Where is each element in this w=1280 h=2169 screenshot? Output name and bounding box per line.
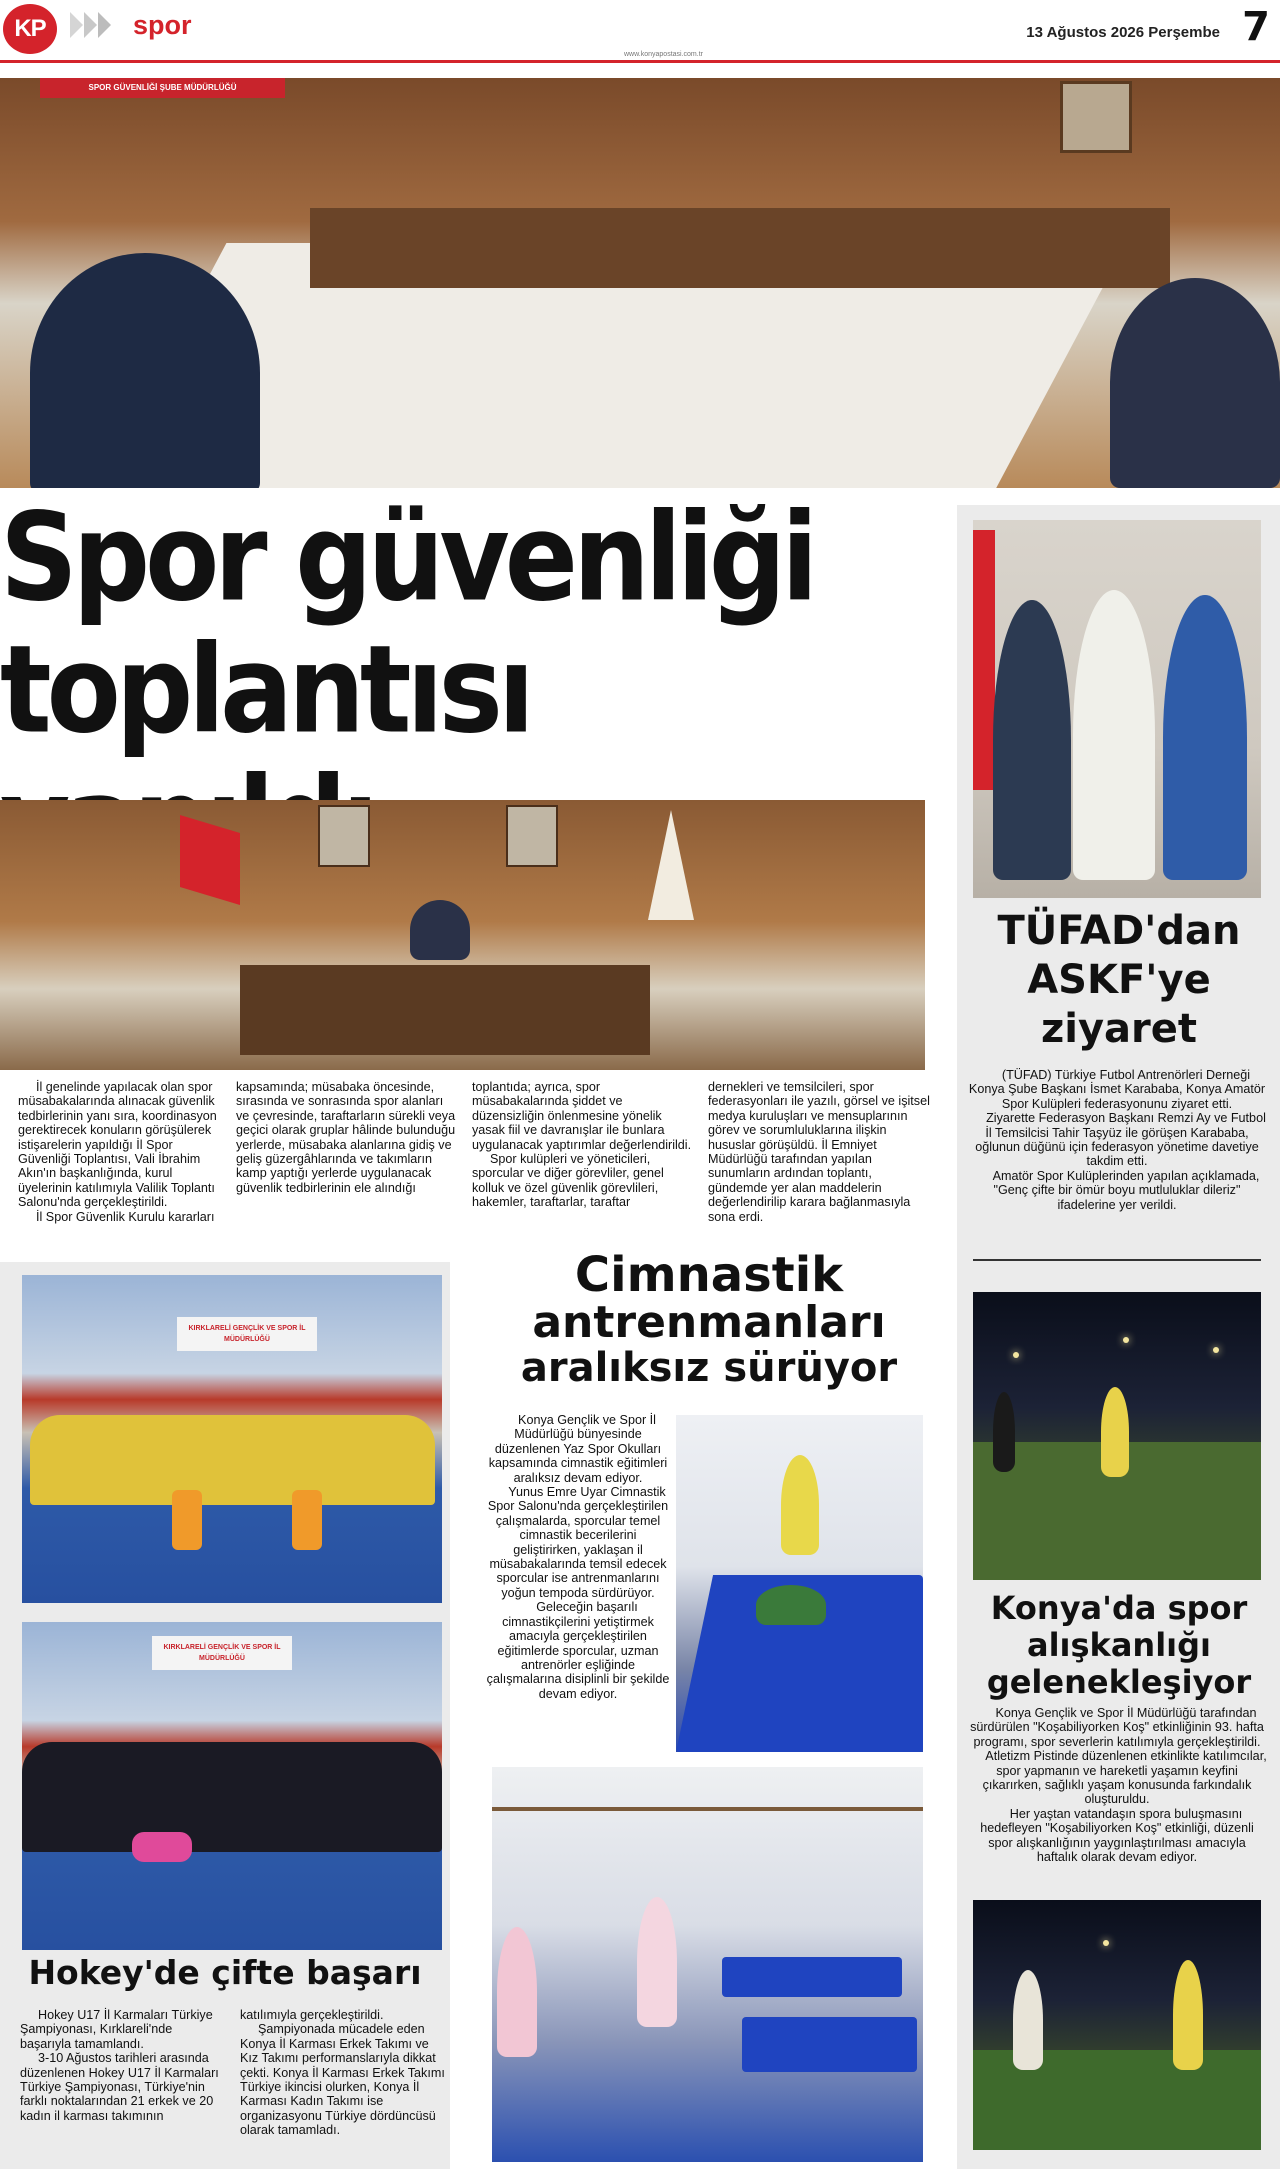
- photo-banner: KIRKLARELİ GENÇLİK VE SPOR İL MÜDÜRLÜĞÜ: [177, 1317, 317, 1351]
- gym-title-line: Cimnastik: [574, 1247, 844, 1303]
- sidebar-divider: [973, 1259, 1261, 1261]
- turkish-flag: [973, 530, 995, 790]
- chevron-right-icon: [98, 12, 111, 38]
- header-url: www.konyapostasi.com.tr: [620, 51, 707, 58]
- tufad-title-line: ziyaret: [1040, 1006, 1198, 1052]
- main-story-paragraph: kapsamında; müsabaka öncesinde, sırasında ve sonrasında spor alanları ve çevresinde, taraftarların sürekli veya geçici olarak gruplar hâlinde bulunduğu yerlerde, müsabaka alanlarına gidiş ve geliş güzergâhlarında ve takımların kamp yaptığı yerlerde uygulanacak güvenlik tedbirlerinin ele alındığı: [236, 1080, 456, 1195]
- hockey-title: Hokey'de çifte başarı: [28, 1953, 422, 1992]
- headline-line-2: toplantısı: [0, 620, 530, 761]
- hockey-col-1: [20, 2008, 225, 2123]
- conference-table: [240, 965, 650, 1055]
- portrait-frame: [506, 805, 558, 867]
- gym-mat: [722, 1957, 902, 1997]
- hockey-photo-men: [22, 1275, 442, 1603]
- header-rule: [0, 60, 1280, 63]
- photo-banner: SPOR GÜVENLİĞİ ŞUBE MÜDÜRLÜĞÜ: [40, 78, 285, 98]
- gym-title-line: antrenmanları: [532, 1297, 886, 1348]
- governor-figure: [410, 900, 470, 960]
- tufad-paragraph: (TÜFAD) Türkiye Futbol Antrenörleri Derneği Konya Şube Başkanı İsmet Karababa, Konya Amatör Spor Kulüpleri federasyonunu ziyaret etti.: [968, 1068, 1266, 1111]
- person-figure: [1013, 1970, 1043, 2070]
- turkish-flag: [180, 815, 240, 905]
- tufad-title: [960, 907, 1278, 1054]
- page-number: 7: [1242, 4, 1270, 50]
- tufad-paragraph: Amatör Spor Kulüplerinden yapılan açıklamada, "Genç çifte bir ömür boyu mutluluklar dileriz" ifadelerine yer verildi.: [992, 1168, 1260, 1212]
- gym-title: [478, 1247, 940, 1391]
- main-story-paragraph: İl Spor Güvenlik Kurulu kararları: [36, 1209, 215, 1224]
- kosu-body: [967, 1706, 1267, 1864]
- stadium-light-icon: [1013, 1352, 1019, 1358]
- issue-date: 13 Ağustos 2026 Perşembe: [1026, 24, 1220, 41]
- stadium-light-icon: [1213, 1347, 1219, 1353]
- section-name: spor: [133, 10, 192, 40]
- team-group: [30, 1415, 435, 1505]
- gym-mat: [742, 2017, 917, 2072]
- kosu-paragraph: Her yaştan vatandaşın spora buluşmasını hedefleyen "Koşabiliyorken Koş" etkinliği, düzenli spor alışkanlığının yaygınlaştırılması amacıyla haftalık olarak devam ediyor.: [980, 1806, 1254, 1865]
- runner-figure: [1101, 1387, 1129, 1477]
- hockey-col-2: [240, 2008, 445, 2138]
- gymnastics-photo-2: [492, 1767, 923, 2162]
- conference-table: [310, 208, 1170, 288]
- tufad-title-line: TÜFAD'dan: [997, 908, 1241, 954]
- runner-figure: [993, 1392, 1015, 1472]
- headline-line-1: Spor güvenliği: [0, 488, 814, 629]
- running-event-photo-1: [973, 1292, 1261, 1580]
- kosu-paragraph: Atletizm Pistinde düzenlenen etkinlikte katılımcılar, spor yapmanın ve hareketli yaşamın keyfini çıkarırken, sağlıklı yaşam konusunda farkındalık oluşturuldu.: [982, 1749, 1267, 1807]
- main-story-col-1: [18, 1080, 218, 1224]
- main-story-paragraph: Spor kulüpleri ve yöneticileri, sporcular ve diğer görevliler, genel kolluk ve özel güvenlik görevlileri, hakemler, taraftarlar, taraftar: [472, 1152, 664, 1210]
- person-figure: [993, 600, 1071, 880]
- gym-body: [486, 1413, 670, 1701]
- person-figure: [1163, 595, 1247, 880]
- main-story-paragraph: toplantıda; ayrıca, spor müsabakalarında şiddet ve düzensizliğin önlenmesine yönelik yasak fiil ve davranışlar ile bunlara uygulanacak yaptırımlar değerlendirildi.: [472, 1080, 692, 1152]
- main-story-col-4: [708, 1080, 930, 1224]
- person-figure: [1110, 278, 1280, 488]
- chevron-right-icon: [84, 12, 97, 38]
- officer-figure: [30, 253, 260, 488]
- child-figure: [781, 1455, 819, 1555]
- main-story-paragraph: dernekleri ve temsilcileri, spor federasyonları ile yazılı, görsel ve işitsel medya kuruluşları ve mensuplarının görev ve sorumluluklarına ilişkin hususlar görüşüldü. İl Emniyet Müdürlüğü tarafından yapılan sunumların ardından toplantı, gündemde yer alan maddelerin değerlendirilip karara bağlanmasıyla sona erdi.: [708, 1080, 930, 1224]
- gym-paragraph: Geleceğin başarılı cimnastikçilerini yetiştirmek amacıyla gerçekleştirilen eğitimlerde sporcular, uzman antrenörler eşliğinde çalışmalarına disiplinli bir şekilde devam ediyor.: [486, 1600, 670, 1701]
- ballet-bar: [492, 1807, 923, 1811]
- meeting-photo-top: [0, 78, 1280, 488]
- goalkeeper-pad: [172, 1490, 202, 1550]
- goalkeeper-pad: [292, 1490, 322, 1550]
- kosu-title-line: alışkanlığı: [1026, 1626, 1212, 1664]
- kosu-title-line: Konya'da spor: [990, 1589, 1248, 1627]
- kp-logo: KP: [3, 4, 57, 54]
- gym-title-line: aralıksız sürüyor: [520, 1345, 898, 1391]
- person-figure: [1073, 590, 1155, 880]
- hockey-paragraph: katılımıyla gerçekleştirildi.: [240, 2008, 384, 2022]
- tufad-title-line: ASKF'ye: [1027, 957, 1211, 1003]
- child-figure: [497, 1927, 537, 2057]
- stadium-light-icon: [1123, 1337, 1129, 1343]
- gym-paragraph: Konya Gençlik ve Spor İl Müdürlüğü bünyesinde düzenlenen Yaz Spor Okulları kapsamında cimnastik eğitimleri aralıksız devam ediyor.: [488, 1413, 668, 1485]
- player-figure: [132, 1832, 192, 1862]
- photo-banner: KIRKLARELİ GENÇLİK VE SPOR İL MÜDÜRLÜĞÜ: [152, 1636, 292, 1670]
- running-event-photo-2: [973, 1900, 1261, 2150]
- ministry-flag: [648, 810, 694, 920]
- hockey-paragraph: Şampiyonada mücadele eden Konya İl Karması Erkek Takımı ve Kız Takımı performanslarıyla dikkat çekti. Konya İl Karması Erkek Takımı Türkiye ikincisi olurken, Konya İl Karması Kadın Takımı ise organizasyonu Türkiye dördüncüsü olarak tamamladı.: [240, 2022, 445, 2138]
- tufad-photo: [973, 520, 1261, 898]
- tufad-paragraph: Ziyarette Federasyon Başkanı Remzi Ay ve Futbol İl Temsilcisi Tahir Taşyüz ile görüşen Karababa, oğlunun düğünü için federasyon yönetime davetiye takdim etti.: [975, 1111, 1266, 1169]
- stadium-light-icon: [1103, 1940, 1109, 1946]
- gymnastics-photo-1: [676, 1415, 923, 1752]
- team-group: [22, 1742, 442, 1852]
- person-figure: [1173, 1960, 1203, 2070]
- kosu-paragraph: Konya Gençlik ve Spor İl Müdürlüğü tarafından sürdürülen "Koşabiliyorken Koş" etkinliğinin 93. hafta programı, spor severlerin katılımıyla gerçekleştirildi.: [970, 1706, 1264, 1749]
- child-figure: [756, 1585, 826, 1625]
- chevron-right-icon: [70, 12, 83, 38]
- kosu-title: [960, 1590, 1278, 1701]
- main-story-col-3: [472, 1080, 692, 1210]
- child-figure: [637, 1897, 677, 2027]
- hockey-paragraph: 3-10 Ağustos tarihleri arasında düzenlenen Hokey U17 İl Karmaları Türkiye Şampiyonası, Türkiye'nin farklı noktalarından 21 erkek ve 20 kadın il karması takımının: [20, 2051, 219, 2123]
- main-story-col-2: [236, 1080, 456, 1195]
- hockey-photo-women: [22, 1622, 442, 1950]
- hockey-paragraph: Hokey U17 İl Karmaları Türkiye Şampiyonası, Kırklareli'nde başarıyla tamamlandı.: [20, 2008, 213, 2051]
- portrait-frame: [1060, 81, 1132, 153]
- kosu-title-line: gelenekleşiyor: [986, 1663, 1252, 1701]
- portrait-frame: [318, 805, 370, 867]
- gym-paragraph: Yunus Emre Uyar Cimnastik Spor Salonu'nda gerçekleştirilen çalışmalarda, sporcular temel cimnastik becerilerini geliştirirken, yaklaşan il müsabakalarında temsil edecek sporcular ise antrenmanlarını yoğun tempoda sürdürüyor.: [487, 1485, 669, 1600]
- tufad-body: [967, 1068, 1267, 1212]
- main-story-paragraph: İl genelinde yapılacak olan spor müsabakalarında alınacak güvenlik tedbirlerinin yanı sıra, koordinasyon gerektirecek konuların görüşülerek istişarelerin yapıldığı İl Spor Güvenliği Toplantısı, Vali İbrahim Akın'ın başkanlığında, kurul üyelerinin katılımıyla Valilik Toplantı Salonu'nda gerçekleştirildi.: [18, 1080, 217, 1210]
- meeting-photo-second: [0, 800, 925, 1070]
